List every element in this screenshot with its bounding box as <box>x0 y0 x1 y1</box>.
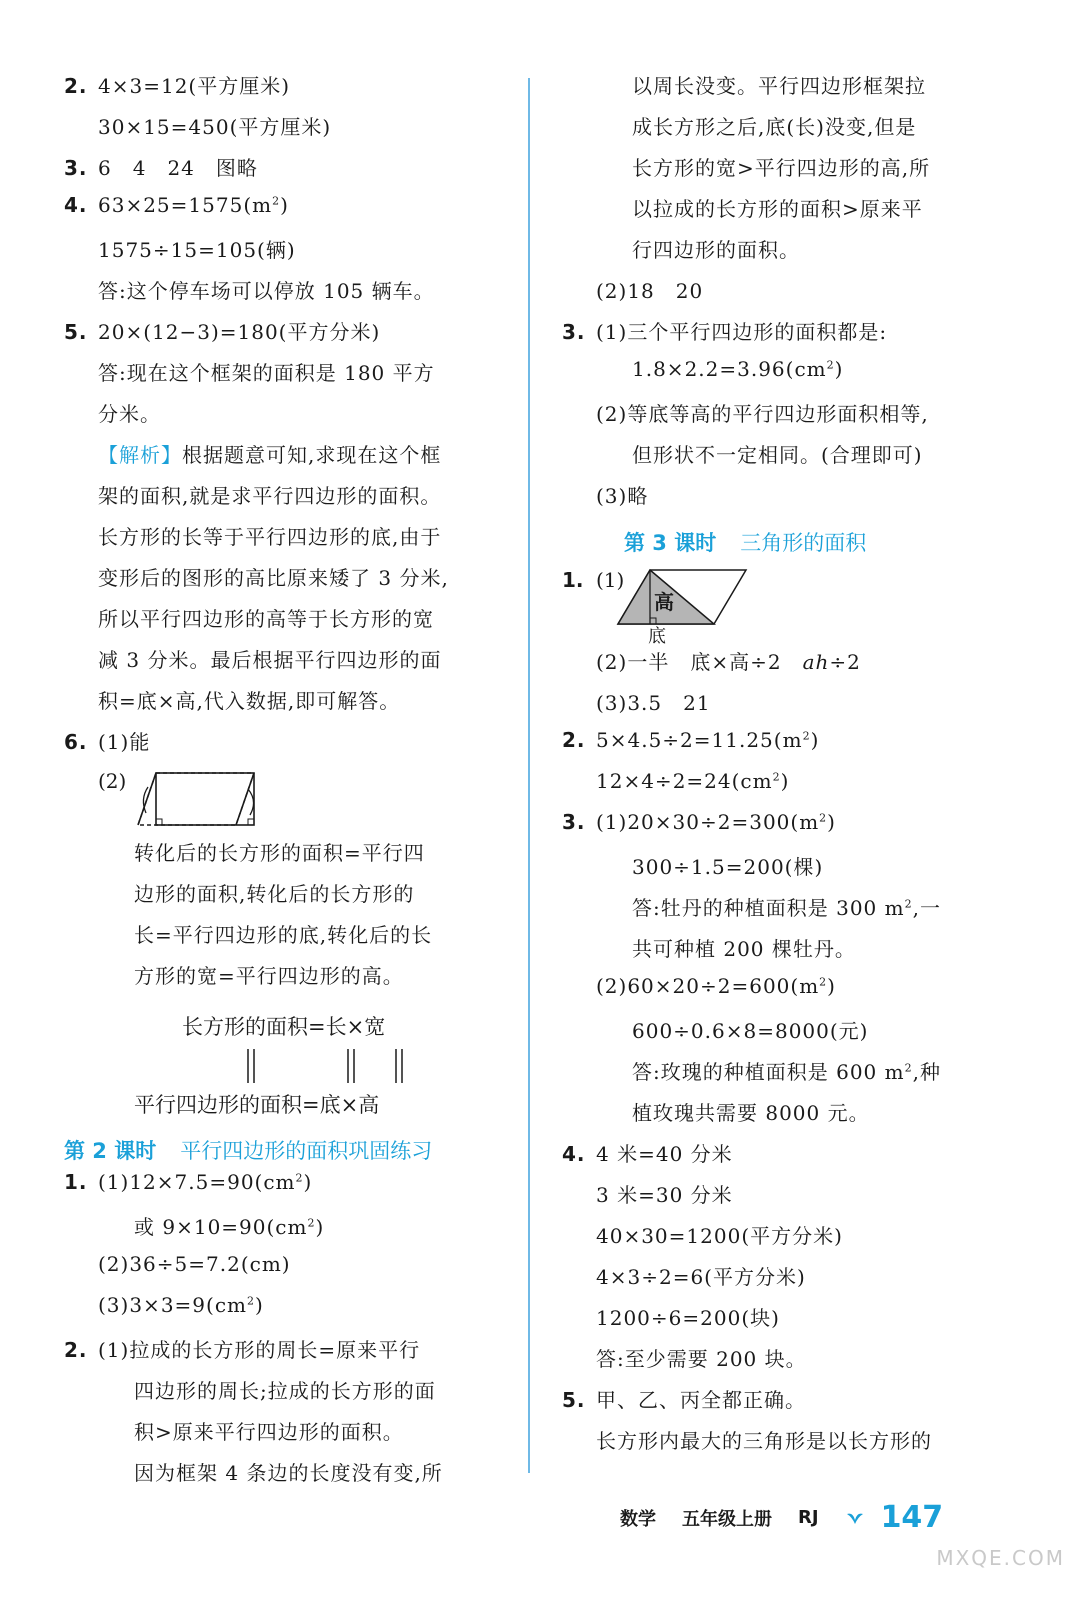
answer-text: 答:至少需要 200 块。 <box>596 1347 807 1371</box>
answer-line <box>64 919 504 960</box>
answer-text: 转化后的长方形的面积=平行四 <box>134 841 425 865</box>
parallelogram-triangle-diagram <box>614 568 754 628</box>
answer-line <box>64 70 504 111</box>
answer-line <box>562 316 1032 357</box>
left-column <box>64 70 504 1498</box>
answer-line <box>64 234 504 275</box>
question-number: 6. <box>64 730 88 754</box>
triangle-figure <box>562 562 1032 646</box>
answer-line <box>562 1179 1032 1220</box>
grade-label: 五年级上册 <box>682 1508 772 1530</box>
answer-text: 3 米=30 分米 <box>596 1183 733 1207</box>
answer-line <box>64 1211 504 1252</box>
lesson-topic: 三角形的面积 <box>740 530 867 555</box>
answer-text: 4×3=12(平方厘米) <box>98 74 291 98</box>
answer-text: 植玫瑰共需要 8000 元。 <box>632 1101 870 1125</box>
answer-text: 300÷1.5=200(棵) <box>632 855 824 879</box>
answer-line <box>562 275 1032 316</box>
answer-text: 答:这个停车场可以停放 105 辆车。 <box>98 279 435 303</box>
analysis-line <box>64 439 504 480</box>
analysis-text: 根据题意可知,求现在这个框 <box>182 443 442 467</box>
answer-text: 长方形内最大的三角形是以长方形的 <box>596 1429 932 1453</box>
answer-text: 1575÷15=105(辆) <box>98 238 296 262</box>
answer-line <box>64 111 504 152</box>
answer-line <box>64 837 504 878</box>
answer-line <box>562 111 1032 152</box>
answer-line <box>562 1015 1032 1056</box>
question-number: 1. <box>64 1170 88 1194</box>
answer-text: 以拉成的长方形的面积>原来平 <box>632 197 923 221</box>
parallelogram-cut-diagram <box>126 767 276 833</box>
answer-line <box>64 878 504 919</box>
part-label: (1) <box>596 568 625 592</box>
answer-line <box>562 687 1032 728</box>
answer-line <box>562 152 1032 193</box>
lesson-number: 第 3 课时 <box>624 530 717 555</box>
answer-text: $(1)12\times 7.5=90(cm^2)$ <box>98 1170 313 1194</box>
answer-line <box>64 357 504 398</box>
answer-text: 6 4 24 图略 <box>98 156 258 180</box>
answer-line <box>64 1416 504 1457</box>
answer-text: 30×15=450(平方厘米) <box>98 115 332 139</box>
answer-line <box>64 398 504 439</box>
page-footer <box>620 1500 969 1535</box>
analysis-line <box>64 562 504 603</box>
answer-text: 积>原来平行四边形的面积。 <box>134 1420 404 1444</box>
answer-text: 共可种植 200 棵牡丹。 <box>632 937 856 961</box>
answer-text: (1)能 <box>98 730 151 754</box>
answer-text: 1200÷6=200(块) <box>596 1306 780 1330</box>
watermark: MXQE.COM <box>936 1546 1065 1570</box>
answer-line <box>562 810 1032 851</box>
answer-text: 4 米=40 分米 <box>596 1142 733 1166</box>
answer-line <box>562 1138 1032 1179</box>
answer-line <box>64 1375 504 1416</box>
answer-line <box>562 851 1032 892</box>
answer-line <box>562 234 1032 275</box>
analysis-line <box>64 644 504 685</box>
answer-text: $(3)3\times 3=9(cm^2)$ <box>98 1293 264 1317</box>
answer-text: 或 $9\times 10=90(cm^2)$ <box>134 1215 325 1239</box>
answer-line <box>562 70 1032 111</box>
question-number: 4. <box>64 193 88 217</box>
parallelogram-area-formula: 平行四边形的面积=底×高 <box>134 1093 380 1117</box>
page-number: 147 <box>880 1500 944 1535</box>
answer-text: $12\times 4\div 2=24(cm^2)$ <box>596 769 790 793</box>
rectangle-area-formula: 长方形的面积=长×宽 <box>182 1015 386 1039</box>
section-title <box>562 521 1032 562</box>
base-label: 底 <box>648 626 666 647</box>
answer-text: 答:玫瑰的种植面积是 600 $m^2$,种 <box>632 1060 941 1084</box>
lesson-topic: 平行四边形的面积巩固练习 <box>180 1138 433 1163</box>
answer-text: 甲、乙、丙全都正确。 <box>596 1388 806 1412</box>
column-divider <box>528 78 530 1473</box>
answer-line <box>562 728 1032 769</box>
area-equation-diagram <box>64 1001 504 1129</box>
bird-icon <box>845 1508 865 1528</box>
answer-text: 长方形的宽>平行四边形的高,所 <box>632 156 931 180</box>
answer-text: 答:现在这个框架的面积是 180 平方 <box>98 361 435 385</box>
answer-text: 方形的宽=平行四边形的高。 <box>134 964 404 988</box>
answer-text: 成长方形之后,底(长)没变,但是 <box>632 115 917 139</box>
question-number: 3. <box>562 810 586 834</box>
analysis-text: 所以平行四边形的高等于长方形的宽 <box>98 607 434 631</box>
answer-line <box>562 1384 1032 1425</box>
answer-line <box>562 1056 1032 1097</box>
answer-text: (2)等底等高的平行四边形面积相等, <box>596 402 929 426</box>
answer-line <box>562 646 1032 687</box>
equivalence-bars <box>244 1047 414 1085</box>
answer-line <box>562 933 1032 974</box>
answer-line <box>64 275 504 316</box>
answer-line <box>562 398 1032 439</box>
analysis-line <box>64 603 504 644</box>
answer-line <box>562 439 1032 480</box>
answer-line <box>562 1097 1032 1138</box>
part-label: (2) <box>98 769 127 793</box>
analysis-text: 架的面积,就是求平行四边形的面积。 <box>98 484 442 508</box>
answer-text: 四边形的周长;拉成的长方形的面 <box>134 1379 436 1403</box>
question-number: 2. <box>562 728 586 752</box>
answer-line <box>64 1170 504 1211</box>
analysis-text: 长方形的长等于平行四边形的底,由于 <box>98 525 442 549</box>
question-number: 2. <box>64 1338 88 1362</box>
section-title <box>64 1129 504 1170</box>
answer-text: 20×(12−3)=180(平方分米) <box>98 320 381 344</box>
answer-line <box>562 1261 1032 1302</box>
subject-label: 数学 <box>620 1508 656 1530</box>
answer-line <box>562 892 1032 933</box>
answer-line <box>64 960 504 1001</box>
answer-text: (1)三个平行四边形的面积都是: <box>596 320 888 344</box>
analysis-text: 变形后的图形的高比原来矮了 3 分米, <box>98 566 449 590</box>
answer-line <box>64 726 504 767</box>
answer-text: $(2)60\times 20\div 2=600(m^2)$ <box>596 974 836 998</box>
analysis-line <box>64 480 504 521</box>
answer-line <box>562 1425 1032 1466</box>
question-number: 5. <box>562 1388 586 1412</box>
answer-text: 长=平行四边形的底,转化后的长 <box>134 923 433 947</box>
analysis-line <box>64 521 504 562</box>
answer-text: $1.8\times 2.2=3.96(cm^2)$ <box>632 357 844 381</box>
answer-line <box>64 1252 504 1293</box>
question-number: 4. <box>562 1142 586 1166</box>
answer-line <box>64 1293 504 1334</box>
answer-line <box>562 974 1032 1015</box>
height-label: 高 <box>654 590 674 614</box>
answer-line <box>562 769 1032 810</box>
answer-text: 以周长没变。平行四边形框架拉 <box>632 74 926 98</box>
parallelogram-figure <box>64 767 504 837</box>
answer-line <box>562 1343 1032 1384</box>
answer-text: (3)略 <box>596 484 649 508</box>
answer-line <box>64 193 504 234</box>
answer-text: 40×30=1200(平方分米) <box>596 1224 843 1248</box>
answer-text: 分米。 <box>98 402 161 426</box>
analysis-tag: 【解析】 <box>98 443 182 467</box>
answer-text: 行四边形的面积。 <box>632 238 800 262</box>
analysis-text: 减 3 分米。最后根据平行四边形的面 <box>98 648 442 672</box>
answer-text: 因为框架 4 条边的长度没有变,所 <box>134 1461 443 1485</box>
question-number: 2. <box>64 74 88 98</box>
answer-text: (3)3.5 21 <box>596 691 711 715</box>
answer-line <box>64 316 504 357</box>
question-number: 1. <box>562 568 584 592</box>
answer-text: (2)18 20 <box>596 279 704 303</box>
edition-label: RJ <box>798 1507 819 1528</box>
question-number: 3. <box>562 320 586 344</box>
answer-line <box>562 480 1032 521</box>
answer-text: 4×3÷2=6(平方分米) <box>596 1265 806 1289</box>
answer-text: $(1)20\times 30\div 2=300(m^2)$ <box>596 810 836 834</box>
answer-text: (2)一半 底×高÷2 ah÷2 <box>596 650 861 674</box>
answer-line <box>64 152 504 193</box>
right-column <box>562 70 1032 1466</box>
answer-line <box>562 1220 1032 1261</box>
analysis-text: 积=底×高,代入数据,即可解答。 <box>98 689 401 713</box>
answer-text: (1)拉成的长方形的周长=原来平行 <box>98 1338 421 1362</box>
answer-line <box>562 357 1032 398</box>
answer-text: 600÷0.6×8=8000(元) <box>632 1019 869 1043</box>
question-number: 3. <box>64 156 88 180</box>
answer-text: 边形的面积,转化后的长方形的 <box>134 882 415 906</box>
answer-text: 答:牡丹的种植面积是 300 $m^2$,一 <box>632 896 941 920</box>
answer-text: $5\times 4.5\div 2=11.25(m^2)$ <box>596 728 820 752</box>
answer-text: $63\times 25=1575(m^2)$ <box>98 193 289 217</box>
lesson-number: 第 2 课时 <box>64 1138 157 1163</box>
answer-line <box>562 1302 1032 1343</box>
answer-text: 但形状不一定相同。(合理即可) <box>632 443 923 467</box>
answer-line <box>64 1334 504 1375</box>
answer-line <box>562 193 1032 234</box>
answer-line <box>64 1457 504 1498</box>
answer-text: (2)36÷5=7.2(cm) <box>98 1252 291 1276</box>
analysis-line <box>64 685 504 726</box>
question-number: 5. <box>64 320 88 344</box>
